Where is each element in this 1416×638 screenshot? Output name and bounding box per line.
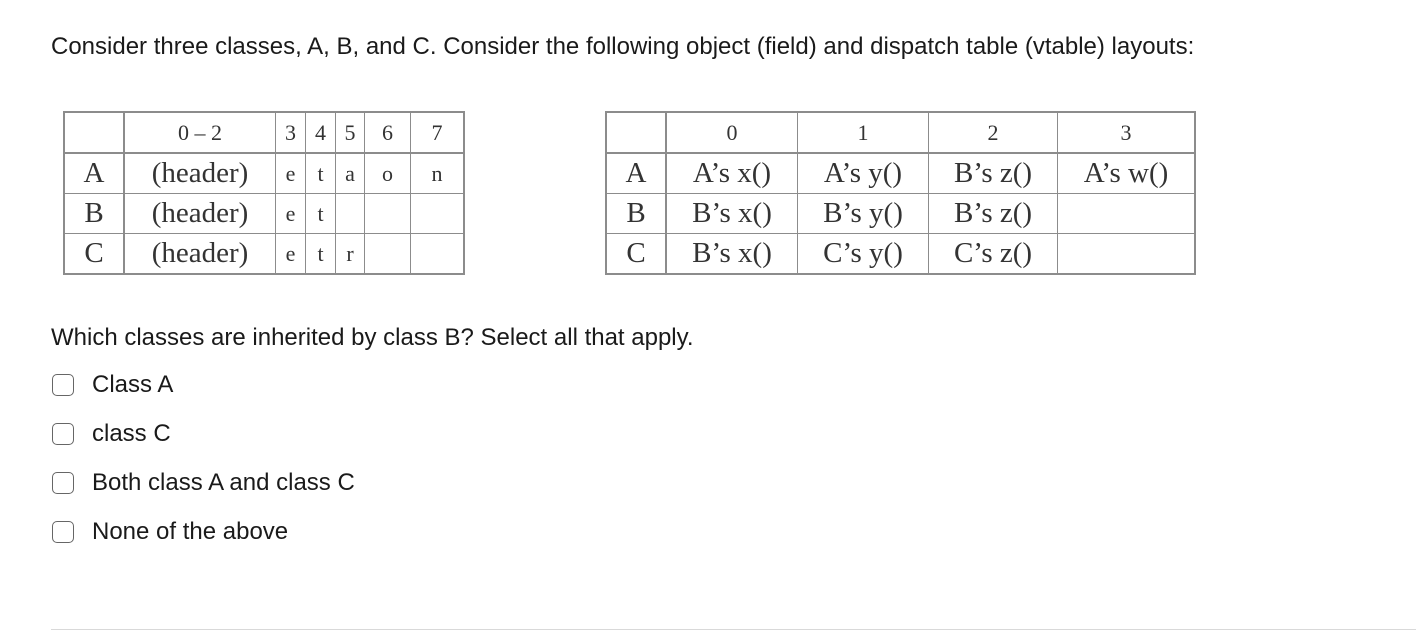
table-row xyxy=(64,194,464,234)
vtable-cell: A’s x() xyxy=(666,153,798,194)
field-header-cell xyxy=(64,112,124,153)
vtable-cell: A’s w() xyxy=(1058,153,1196,194)
option-class-a[interactable] xyxy=(52,369,173,401)
field-cell: n xyxy=(411,153,465,194)
vtable-header-cell: 2 xyxy=(929,112,1058,153)
checkbox-class-c[interactable] xyxy=(52,423,74,445)
field-class-label: C xyxy=(64,234,124,275)
option-none-of-the-above[interactable] xyxy=(52,516,288,548)
field-cell: o xyxy=(365,153,411,194)
field-cell xyxy=(365,194,411,234)
vtable-cell: B’s x() xyxy=(666,194,798,234)
field-cell: (header) xyxy=(124,234,276,275)
field-cell: a xyxy=(336,153,365,194)
field-header-cell: 6 xyxy=(365,112,411,153)
field-cell xyxy=(411,194,465,234)
field-header-cell: 4 xyxy=(306,112,336,153)
checkbox-both-a-and-c[interactable] xyxy=(52,472,74,494)
question-text: Which classes are inherited by class B? Select all that apply. xyxy=(51,324,694,351)
option-both-a-and-c[interactable] xyxy=(52,467,355,499)
vtable-cell: C’s y() xyxy=(798,234,929,275)
field-cell: (header) xyxy=(124,194,276,234)
field-class-label: A xyxy=(64,153,124,194)
vtable-layout-table xyxy=(605,111,1196,275)
vtable-cell xyxy=(1058,234,1196,275)
field-cell: t xyxy=(306,153,336,194)
checkbox-class-a[interactable] xyxy=(52,374,74,396)
field-cell: e xyxy=(276,194,306,234)
vtable-cell: B’s z() xyxy=(929,194,1058,234)
option-label[interactable]: class C xyxy=(92,420,171,447)
vtable-class-label: C xyxy=(606,234,666,275)
field-cell: e xyxy=(276,153,306,194)
vtable-cell: B’s z() xyxy=(929,153,1058,194)
table-row xyxy=(606,153,1195,194)
field-class-label: B xyxy=(64,194,124,234)
checkbox-none-of-the-above[interactable] xyxy=(52,521,74,543)
vtable-cell: B’s y() xyxy=(798,194,929,234)
vtable-header-row xyxy=(606,112,1195,153)
vtable-header-cell: 3 xyxy=(1058,112,1196,153)
field-layout-table xyxy=(63,111,465,275)
field-cell xyxy=(411,234,465,275)
field-cell: r xyxy=(336,234,365,275)
field-cell xyxy=(336,194,365,234)
field-header-cell: 3 xyxy=(276,112,306,153)
vtable-header-cell xyxy=(606,112,666,153)
table-row xyxy=(64,153,464,194)
field-header-cell: 7 xyxy=(411,112,465,153)
vtable-cell: B’s x() xyxy=(666,234,798,275)
vtable-cell: A’s y() xyxy=(798,153,929,194)
option-label[interactable]: Both class A and class C xyxy=(92,469,355,496)
field-cell xyxy=(365,234,411,275)
field-cell: (header) xyxy=(124,153,276,194)
option-class-c[interactable] xyxy=(52,418,171,450)
field-header-cell: 5 xyxy=(336,112,365,153)
question-intro: Consider three classes, A, B, and C. Consider the following object (field) and dispatch table (vtable) layouts: xyxy=(51,33,1195,60)
table-row xyxy=(606,194,1195,234)
field-cell: t xyxy=(306,234,336,275)
table-row xyxy=(606,234,1195,275)
vtable-cell: C’s z() xyxy=(929,234,1058,275)
field-cell: e xyxy=(276,234,306,275)
option-label[interactable]: None of the above xyxy=(92,518,289,545)
field-table-header-row xyxy=(64,112,464,153)
vtable-header-cell: 1 xyxy=(798,112,929,153)
vtable-class-label: B xyxy=(606,194,666,234)
footer-divider xyxy=(51,629,1416,630)
table-row xyxy=(64,234,464,275)
vtable-class-label: A xyxy=(606,153,666,194)
vtable-header-cell: 0 xyxy=(666,112,798,153)
field-cell: t xyxy=(306,194,336,234)
vtable-cell xyxy=(1058,194,1196,234)
field-header-cell: 0 – 2 xyxy=(124,112,276,153)
option-label[interactable]: Class A xyxy=(92,371,174,398)
